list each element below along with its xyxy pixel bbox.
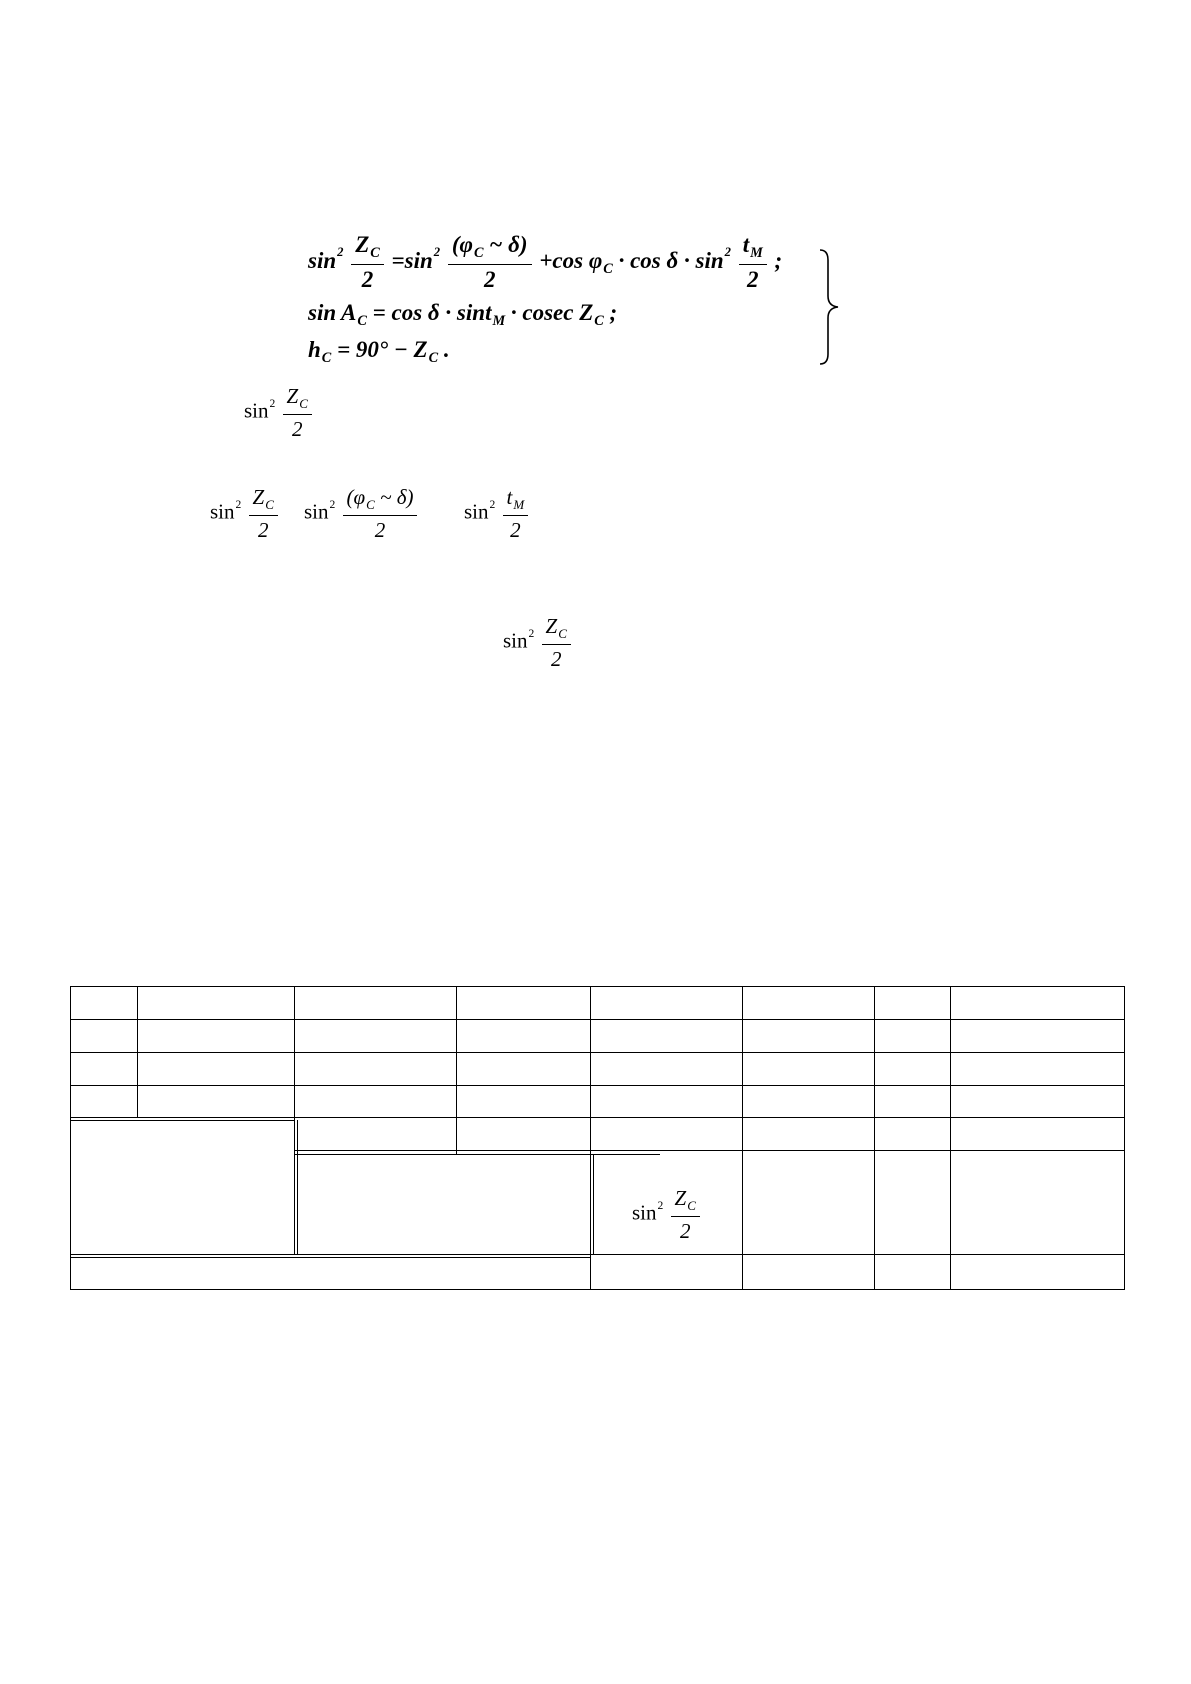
fraction: $\frac{Z_C}{2}$ xyxy=(249,485,278,543)
formula-sin2-zc-half-b: $\sin^2$ $\frac{Z_C}{2}$ xyxy=(503,614,573,672)
table-rule xyxy=(70,1052,1124,1053)
table-rule xyxy=(742,986,743,1290)
table-rule xyxy=(294,1154,660,1155)
fraction: $\frac{Z_C}{2}$ xyxy=(351,232,384,293)
fraction: $\frac{Z_C}{2}$ xyxy=(542,614,571,672)
fraction: $\frac{(\varphi_C \sim \delta)}{2}$ xyxy=(448,232,532,293)
table-rule xyxy=(456,986,457,1154)
table-rule xyxy=(950,986,951,1290)
fraction: $\frac{t_M}{2}$ xyxy=(503,485,529,543)
table-rule xyxy=(70,1257,590,1258)
table-rule xyxy=(70,986,71,1290)
table-rule xyxy=(294,986,295,1254)
table-rule xyxy=(70,1117,1124,1118)
calculation-table xyxy=(70,986,1124,1290)
equation-line-3: $h_C = 90^\circ - Z_C$ . xyxy=(308,337,450,366)
table-rule xyxy=(70,1120,294,1121)
fraction: $\frac{Z_C}{2}$ xyxy=(283,384,312,442)
table-rule xyxy=(70,986,1124,987)
table-rule xyxy=(297,1120,298,1254)
table-rule xyxy=(137,986,138,1117)
formula-sin2-zc-half: $\sin^2$ $\frac{Z_C}{2}$ xyxy=(244,384,314,442)
table-rule xyxy=(294,1150,1124,1151)
formula-row-2: $\sin^2$ $\frac{(\varphi_C \sim \delta)}{2}$ xyxy=(304,485,419,543)
formula-row-3: $\sin^2$ $\frac{t_M}{2}$ xyxy=(464,485,530,543)
equation-line-1: $\sin^2$ $\frac{Z_C}{2}$ $=\sin^2$ $\frac{(\varphi_C \sim \delta)}{2}$ +cos $\varphi_C \cdot \cos \delta \cdot \sin^2$ $\frac{t_M}{2}$ ; xyxy=(308,232,783,292)
equation-line-2: $\sin A_C = \cos \delta \cdot \sin t_M \cdot cosec$ $Z_C$ ; xyxy=(308,300,618,329)
table-rule xyxy=(70,1019,1124,1020)
table-rule xyxy=(70,1085,1124,1086)
table-rule xyxy=(1124,986,1125,1290)
table-rule xyxy=(590,986,591,1290)
table-rule xyxy=(593,1154,594,1254)
formula-row-1: $\sin^2$ $\frac{Z_C}{2}$ xyxy=(210,485,280,543)
table-rule xyxy=(874,986,875,1290)
table-rule xyxy=(70,1254,1124,1255)
equation-system xyxy=(308,232,868,372)
table-rule xyxy=(70,1289,1124,1290)
table-cell-sin2-zc-half: $\sin^2$ $\frac{Z_C}{2}$ xyxy=(632,1186,814,1238)
fraction: $\frac{(\varphi_C \sim \delta)}{2}$ xyxy=(343,485,418,543)
fraction: $\frac{Z_C}{2}$ xyxy=(671,1186,700,1244)
right-brace xyxy=(818,248,844,366)
fraction: $\frac{t_M}{2}$ xyxy=(739,232,767,293)
